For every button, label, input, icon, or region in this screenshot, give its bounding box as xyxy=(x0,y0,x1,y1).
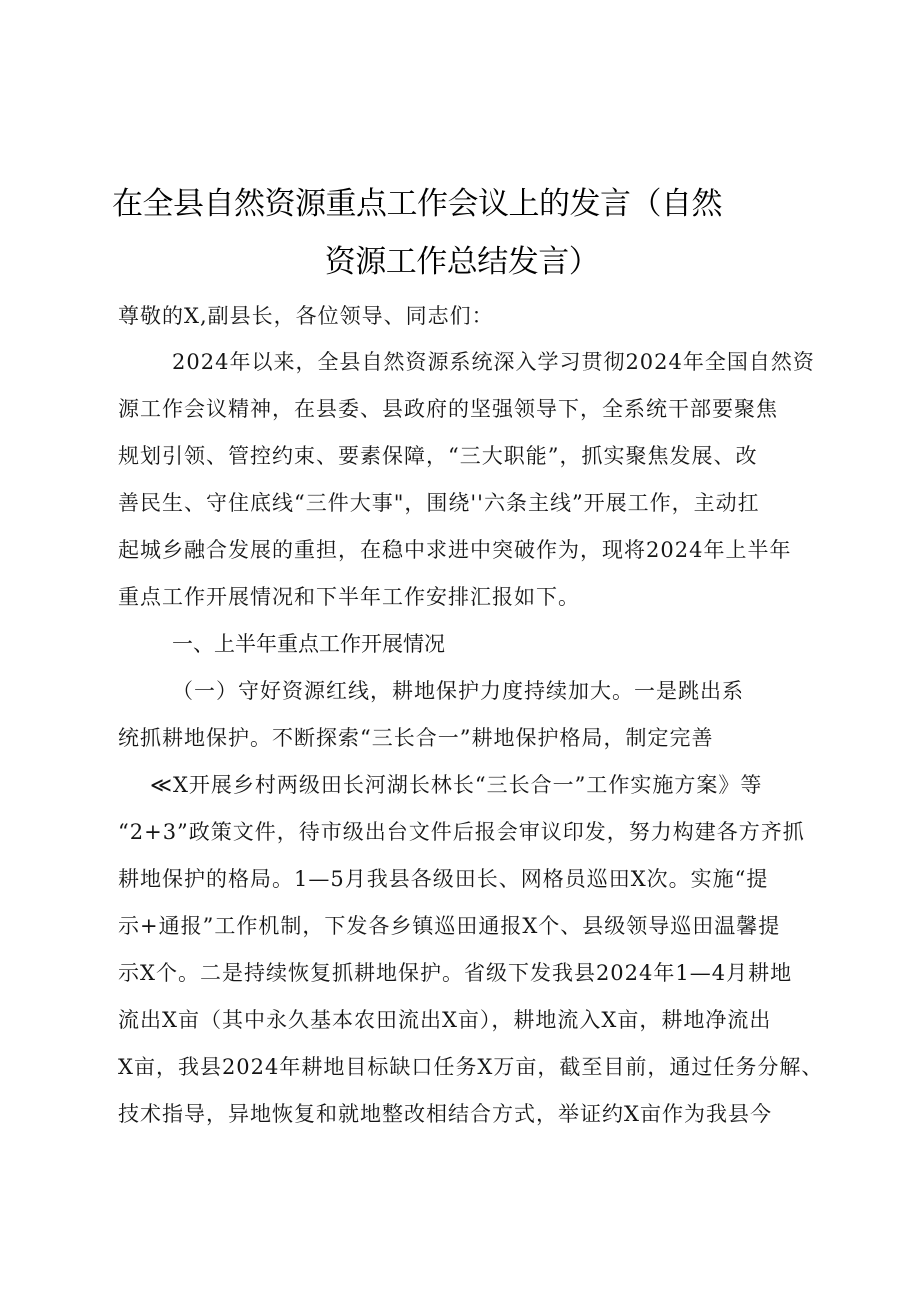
paragraph-2-line-6: 示+通报”工作机制，下发各乡镇巡田通报X个、县级领导巡田温馨提 xyxy=(118,914,781,938)
paragraph-2-line-3: ≪X开展乡村两级田长河湖长林长“三长合一”工作实施方案》等 xyxy=(150,773,763,797)
paragraph-2-line-9: X亩，我县2024年耕地目标缺口任务X万亩，截至目前，通过任务分解、 xyxy=(118,1055,824,1079)
paragraph-2-line-10: 技术指导，异地恢复和就地整改相结合方式，举证约X亩作为我县今 xyxy=(118,1102,772,1126)
paragraph-1-line-2: 源工作会议精神，在县委、县政府的坚强领导下，全系统干部要聚焦 xyxy=(118,397,778,421)
salutation: 尊敬的X,副县长，各位领导、同志们： xyxy=(118,304,494,328)
paragraph-1-line-5: 起城乡融合发展的重担，在稳中求进中突破作为，现将2024年上半年 xyxy=(118,538,792,562)
document-title-line-1: 在全县自然资源重点工作会议上的发言（自然 xyxy=(112,186,722,222)
paragraph-2-line-7: 示X个。二是持续恢复抓耕地保护。省级下发我县2024年1—4月耕地 xyxy=(118,961,793,985)
paragraph-1-line-3: 规划引领、管控约束、要素保障，“三大职能”，抓实聚焦发展、改 xyxy=(118,444,758,468)
paragraph-1-line-6: 重点工作开展情况和下半年工作安排汇报如下。 xyxy=(118,585,580,609)
paragraph-2-line-2: 统抓耕地保护。不断探索“三长合一”耕地保护格局，制定完善 xyxy=(118,726,714,750)
paragraph-2-line-4: “2+3”政策文件，待市级出台文件后报会审议印发，努力构建各方齐抓 xyxy=(118,820,805,844)
paragraph-1-line-4: 善民生、守住底线“三件大事"，围绕''六条主线”开展工作，主动扛 xyxy=(118,491,760,515)
paragraph-2-line-8: 流出X亩（其中永久基本农田流出X亩），耕地流入X亩，耕地净流出 xyxy=(118,1008,772,1032)
paragraph-2-line-1: （一）守好资源红线，耕地保护力度持续加大。一是跳出系 xyxy=(172,679,744,703)
paragraph-2-line-5: 耕地保护的格局。1—5月我县各级田长、网格员巡田X次。实施“提 xyxy=(118,867,769,891)
document-title-line-2: 资源工作总结发言） xyxy=(324,244,600,280)
paragraph-1-line-1: 2024年以来，全县自然资源系统深入学习贯彻2024年全国自然资 xyxy=(172,350,815,374)
section-1-heading: 一、上半年重点工作开展情况 xyxy=(172,632,445,656)
